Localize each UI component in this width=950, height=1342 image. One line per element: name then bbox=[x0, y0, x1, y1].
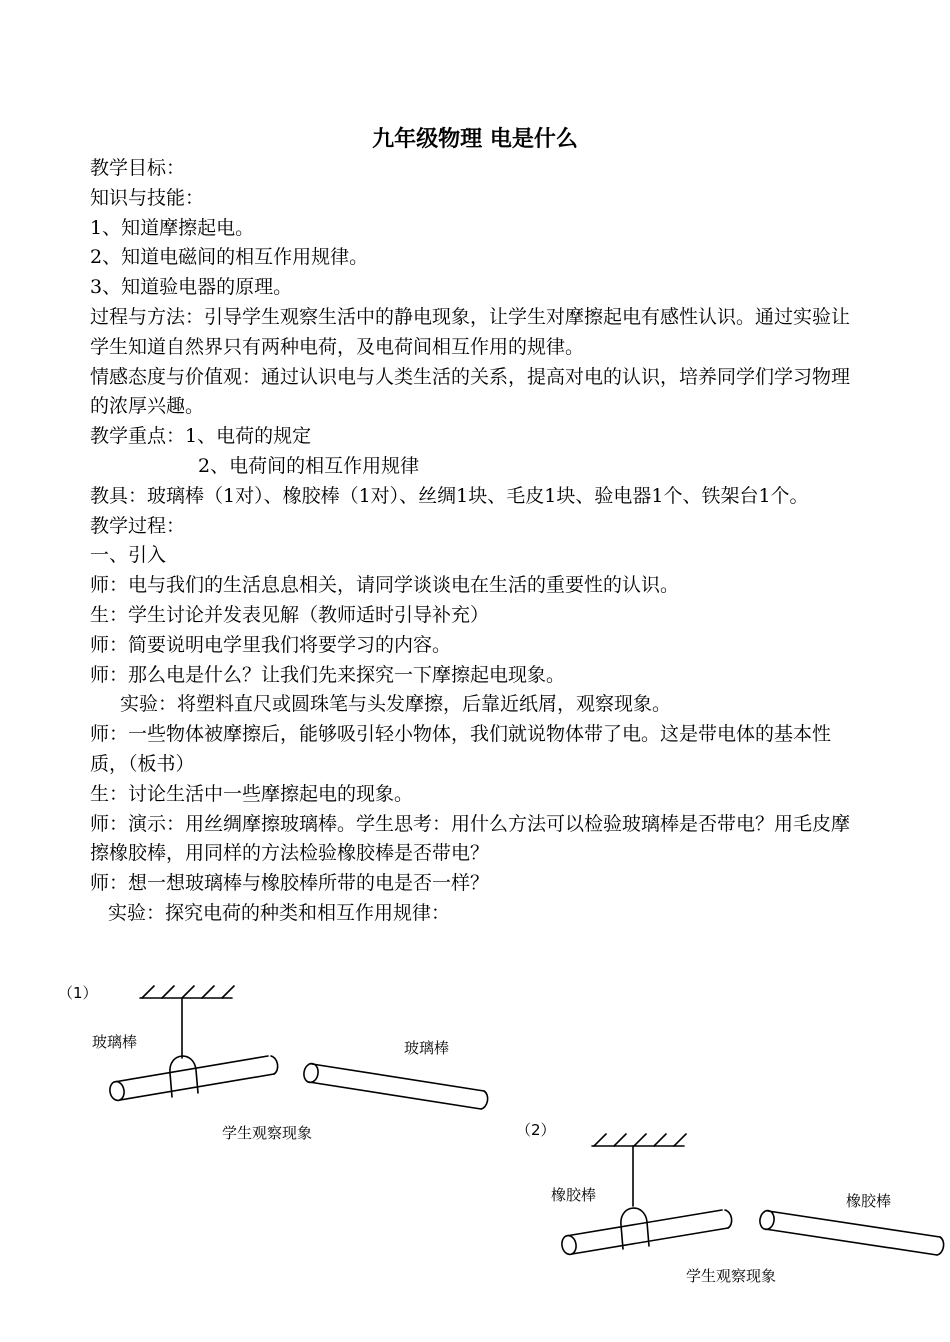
rubber-rod-free bbox=[758, 1209, 943, 1255]
paragraph: 过程与方法：引导学生观察生活中的静电现象，让学生对摩擦起电有感性认识。通过实验让学生知道自然界只有两种电荷，及电荷间相互作用的规律。 bbox=[90, 305, 851, 358]
paragraph: 情感态度与价值观：通过认识电与人类生活的关系，提高对电的认识，培养同学们学习物理的浓厚兴趣。 bbox=[90, 365, 851, 418]
paragraph: 教学过程： bbox=[90, 514, 186, 537]
paragraph: 实验：将塑料直尺或圆珠笔与头发摩擦，后靠近纸屑，观察现象。 bbox=[120, 693, 672, 716]
paragraph: 师：一些物体被摩擦后，能够吸引轻小物体，我们就说物体带了电。这是带电体的基本性质，（板书） bbox=[90, 723, 832, 775]
page-title: 九年级物理 电是什么 bbox=[372, 127, 578, 152]
paragraph: 教学重点：1、电荷的规定 bbox=[90, 425, 312, 448]
rod-label-glass-free: 玻璃棒 bbox=[404, 1039, 450, 1057]
rod-label-glass-hanging: 玻璃棒 bbox=[92, 1033, 138, 1051]
paragraph: 一、引入 bbox=[90, 544, 167, 567]
paragraph: 3、知道验电器的原理。 bbox=[90, 276, 293, 299]
paragraph: 2、电荷间的相互作用规律 bbox=[198, 454, 420, 477]
figure-label-1: （1） bbox=[58, 984, 98, 1002]
experiment-figure bbox=[0, 970, 950, 1342]
paragraph: 1、知道摩擦起电。 bbox=[90, 216, 255, 239]
paragraph: 生：讨论生活中一些摩擦起电的现象。 bbox=[90, 782, 414, 805]
support-stand-1 bbox=[140, 986, 234, 1058]
paragraph: 教具：玻璃棒（1对）、橡胶棒（1对）、丝绸1块、毛皮1块、验电器1个、铁架台1个。 bbox=[90, 484, 809, 507]
caption-2: 学生观察现象 bbox=[686, 1267, 777, 1285]
paragraph: 师：简要说明电学里我们将要学习的内容。 bbox=[90, 633, 452, 656]
rod-label-rubber-free: 橡胶棒 bbox=[846, 1192, 892, 1210]
document-body bbox=[90, 154, 865, 929]
support-stand-2 bbox=[592, 1134, 686, 1206]
paragraph: 2、知道电磁间的相互作用规律。 bbox=[90, 246, 369, 269]
caption-1: 学生观察现象 bbox=[222, 1124, 313, 1142]
paragraph: 知识与技能： bbox=[90, 186, 205, 209]
figure-label-2: （2） bbox=[516, 1121, 556, 1139]
paragraph: 教学目标： bbox=[90, 157, 186, 179]
paragraph: 师：电与我们的生活息息相关，请同学谈谈电在生活的重要性的认识。 bbox=[90, 574, 680, 597]
glass-rod-free bbox=[302, 1062, 487, 1109]
paragraph: 实验：探究电荷的种类和相互作用规律： bbox=[108, 901, 451, 924]
rod-label-rubber-hanging: 橡胶棒 bbox=[551, 1186, 597, 1204]
paragraph: 师：想一想玻璃棒与橡胶棒所带的电是否一样？ bbox=[90, 872, 490, 895]
paragraph: 师：演示：用丝绸摩擦玻璃棒。学生思考：用什么方法可以检验玻璃棒是否带电？用毛皮摩擦橡胶棒，用同样的方法检验橡胶棒是否带电？ bbox=[90, 812, 851, 865]
paragraph: 生：学生讨论并发表见解（教师适时引导补充） bbox=[90, 603, 490, 626]
paragraph: 师：那么电是什么？让我们先来探究一下摩擦起电现象。 bbox=[90, 663, 566, 686]
